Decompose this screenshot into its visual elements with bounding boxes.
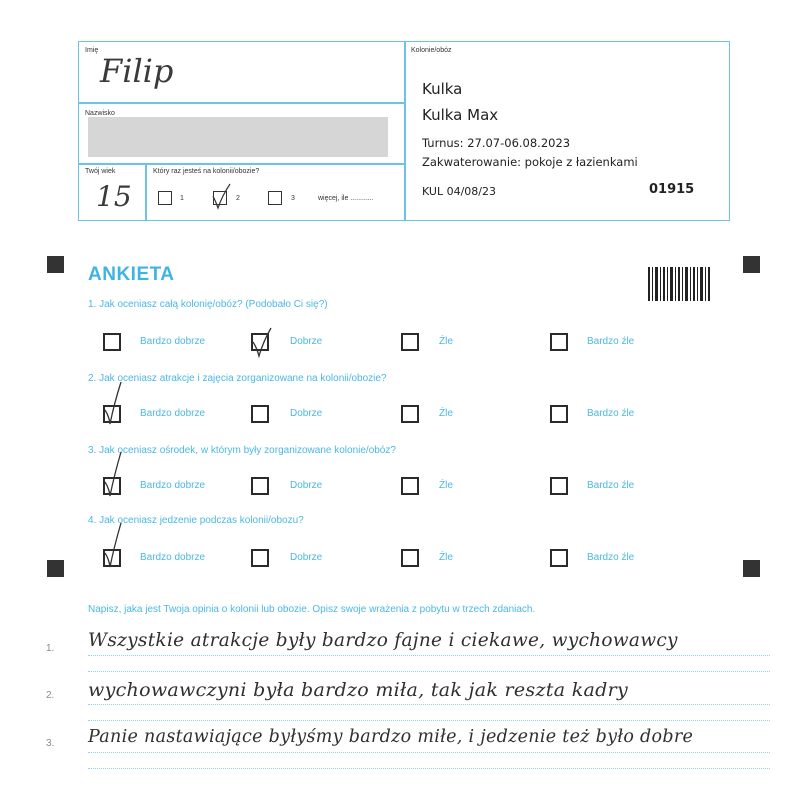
q4-checkbox-dobrze[interactable] bbox=[251, 549, 269, 567]
q2-checkbox-bardzo-zle[interactable] bbox=[550, 405, 568, 423]
q4-check-mark bbox=[101, 521, 127, 569]
turnus-text: Turnus: 27.07-06.08.2023 bbox=[422, 136, 571, 150]
times-check-mark-2 bbox=[210, 182, 234, 210]
times-checkbox-1[interactable] bbox=[158, 191, 172, 205]
q3-option-bardzo-zle: Bardzo źle bbox=[587, 480, 635, 491]
times-option-1: 1 bbox=[180, 195, 184, 202]
camp-name: Kulka bbox=[422, 80, 463, 98]
redacted-surname bbox=[88, 117, 388, 157]
q3-option-bardzo-dobrze: Bardzo dobrze bbox=[140, 480, 206, 491]
q1-checkbox-bardzo-zle[interactable] bbox=[550, 333, 568, 351]
header-divider-vertical bbox=[404, 41, 406, 221]
question-2: 2. Jak oceniasz atrakcje i zajęcia zorganizowane na kolonii/obozie? bbox=[88, 373, 387, 384]
q3-check-mark bbox=[101, 450, 127, 498]
q2-checkbox-dobrze[interactable] bbox=[251, 405, 269, 423]
scan-marker-top-left bbox=[47, 256, 64, 273]
header-divider-age bbox=[145, 163, 147, 221]
question-3: 3. Jak oceniasz ośrodek, w którym były zorganizowane kolonie/obóz? bbox=[88, 445, 396, 456]
q2-checkbox-zle[interactable] bbox=[401, 405, 419, 423]
q4-option-dobrze: Dobrze bbox=[290, 552, 323, 563]
q3-checkbox-bardzo-zle[interactable] bbox=[550, 477, 568, 495]
q1-check-mark bbox=[249, 326, 275, 358]
q2-option-dobrze: Dobrze bbox=[290, 408, 323, 419]
scan-marker-bottom-left bbox=[47, 560, 64, 577]
q1-option-bardzo-dobrze: Bardzo dobrze bbox=[140, 336, 206, 347]
opinion-prompt: Napisz, jaka jest Twoja opinia o kolonii lub obozie. Opisz swoje wrażenia z pobytu w trzech zdaniach. bbox=[88, 604, 536, 615]
writing-line-1 bbox=[88, 655, 770, 656]
q4-checkbox-bardzo-zle[interactable] bbox=[550, 549, 568, 567]
form-number: 01915 bbox=[649, 182, 695, 197]
q4-checkbox-zle[interactable] bbox=[401, 549, 419, 567]
q3-option-zle: Źle bbox=[439, 480, 453, 491]
header-divider-surname bbox=[78, 163, 404, 165]
q1-option-bardzo-zle: Bardzo źle bbox=[587, 336, 635, 347]
opinion-line-2[interactable]: wychowawczyni była bardzo miła, tak jak reszta kadry bbox=[88, 679, 629, 701]
barcode bbox=[648, 267, 710, 301]
camp-subname: Kulka Max bbox=[422, 106, 499, 124]
q1-checkbox-bardzo-dobrze[interactable] bbox=[103, 333, 121, 351]
times-more-label: więcej, ile ............ bbox=[318, 195, 374, 202]
scan-marker-bottom-right bbox=[743, 560, 760, 577]
q2-option-bardzo-dobrze: Bardzo dobrze bbox=[140, 408, 206, 419]
times-checkbox-3[interactable] bbox=[268, 191, 282, 205]
q4-option-bardzo-zle: Bardzo źle bbox=[587, 552, 635, 563]
times-option-3: 3 bbox=[291, 195, 295, 202]
camp-label: Kolonie/obóz bbox=[411, 47, 452, 54]
accommodation-text: Zakwaterowanie: pokoje z łazienkami bbox=[422, 155, 638, 169]
name-value[interactable]: Filip bbox=[100, 52, 174, 90]
q3-checkbox-dobrze[interactable] bbox=[251, 477, 269, 495]
q3-checkbox-zle[interactable] bbox=[401, 477, 419, 495]
writing-line-3b bbox=[88, 768, 770, 769]
q4-option-zle: Źle bbox=[439, 552, 453, 563]
question-4: 4. Jak oceniasz jedzenie podczas kolonii/obozu? bbox=[88, 515, 304, 526]
name-label: Imię bbox=[85, 47, 99, 54]
line-number-2: 2. bbox=[46, 690, 55, 701]
writing-line-2 bbox=[88, 704, 770, 705]
q2-option-bardzo-zle: Bardzo źle bbox=[587, 408, 635, 419]
opinion-line-1[interactable]: Wszystkie atrakcje były bardzo fajne i ciekawe, wychowawcy bbox=[88, 630, 678, 651]
age-label: Twój wiek bbox=[85, 168, 116, 175]
q3-option-dobrze: Dobrze bbox=[290, 480, 323, 491]
writing-line-3 bbox=[88, 752, 770, 753]
q1-checkbox-zle[interactable] bbox=[401, 333, 419, 351]
writing-line-1b bbox=[88, 671, 770, 672]
question-1: 1. Jak oceniasz całą kolonię/obóz? (Podobało Ci się?) bbox=[88, 299, 328, 310]
scan-marker-top-right bbox=[743, 256, 760, 273]
q1-option-zle: Źle bbox=[439, 336, 453, 347]
q2-option-zle: Źle bbox=[439, 408, 453, 419]
opinion-line-3[interactable]: Panie nastawiające byłyśmy bardzo miłe, i jedzenie też było dobre bbox=[88, 727, 694, 747]
q4-option-bardzo-dobrze: Bardzo dobrze bbox=[140, 552, 206, 563]
times-label: Który raz jesteś na kolonii/obozie? bbox=[153, 168, 260, 175]
writing-line-2b bbox=[88, 720, 770, 721]
surname-label: Nazwisko bbox=[85, 110, 115, 117]
age-value[interactable]: 15 bbox=[96, 180, 132, 213]
line-number-3: 3. bbox=[46, 738, 55, 749]
survey-title: ANKIETA bbox=[88, 264, 175, 285]
times-option-2: 2 bbox=[236, 195, 240, 202]
header-divider-name bbox=[78, 102, 404, 104]
q2-check-mark bbox=[101, 380, 127, 426]
line-number-1: 1. bbox=[46, 643, 55, 654]
q1-option-dobrze: Dobrze bbox=[290, 336, 323, 347]
camp-code: KUL 04/08/23 bbox=[422, 185, 496, 198]
